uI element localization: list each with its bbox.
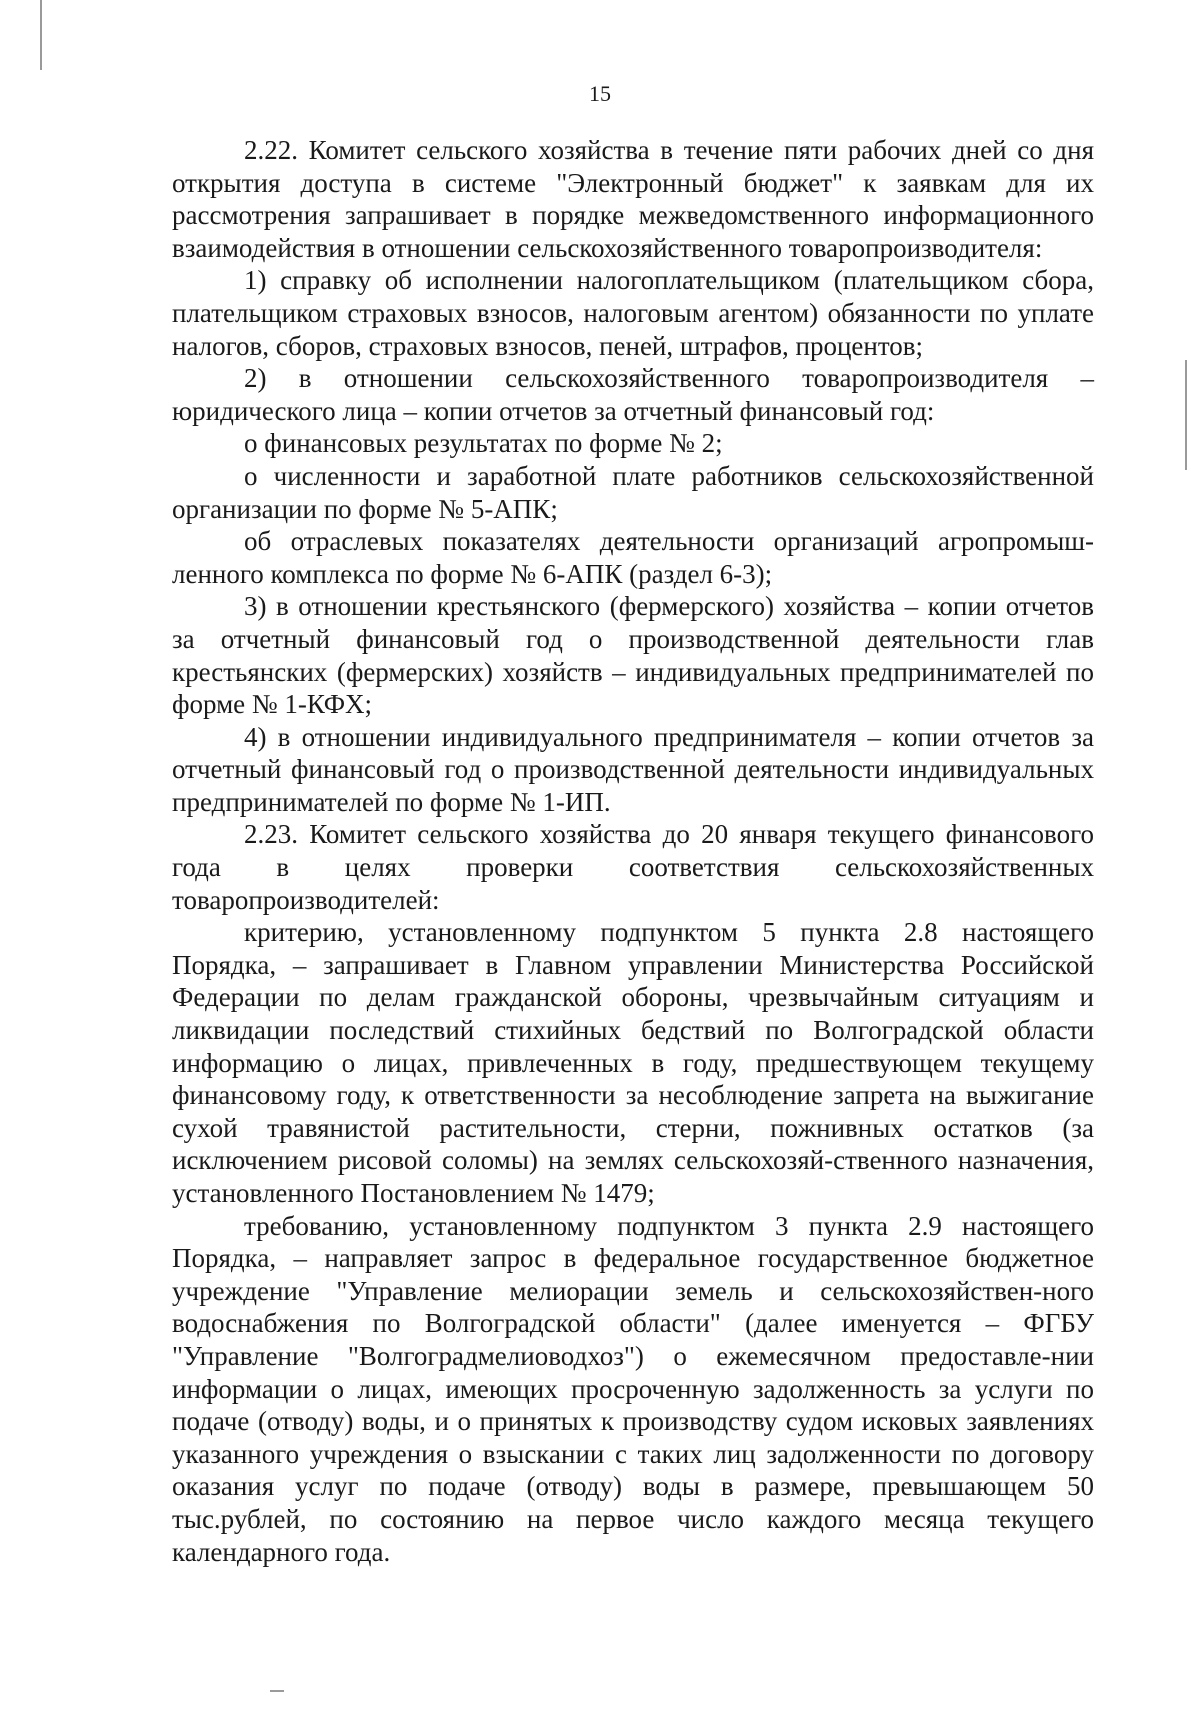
sub-item-form-5-apk: о численности и заработной плате работников сельскохозяйственной организации по форме № 5-АПК; — [172, 460, 1094, 524]
scan-edge-mark — [40, 0, 42, 70]
document-body — [172, 134, 1094, 1568]
scan-edge-mark — [270, 1690, 284, 1692]
list-item-2: 2) в отношении сельскохозяйственного товаропроизводителя – юридического лица – копии отчетов за отчетный финансовый год: — [172, 363, 1094, 426]
sub-item-form-6-apk: об отраслевых показателях деятельности организаций агропромыш-ленного комплекса по форме № 6-АПК (раздел 6-3); — [172, 526, 1094, 589]
paragraph-requirement: требованию, установленному подпунктом 3 пункта 2.9 настоящего Порядка, – направляет запрос в федеральное государственное бюджетное учреждение "Управление мелиорации земель и сельскохозяйствен-ного водоснабжения по Волгоградской области" (далее именуется – ФГБУ "Управление "Волгоградмелиоводхоз") о ежемесячном предоставле-нии информации о лицах, имеющих просроченную задолженность за услуги по подаче (отводу) воды, и о принятых к производству судом исковых заявлениях указанного учреждения о взыскании с таких лиц задолженности по договору оказания услуг по подаче (отводу) воды в размере, превышающем 50 тыс.рублей, по состоянию на первое число каждого месяца текущего календарного года. — [172, 1210, 1094, 1567]
list-item-4: 4) в отношении индивидуального предпринимателя – копии отчетов за отчетный финансовый год о производственной деятельности индивидуальных предпринимателей по форме № 1-ИП. — [172, 721, 1094, 817]
list-item-3: 3) в отношении крестьянского (фермерского) хозяйства – копии отчетов за отчетный финансовый год о производственной деятельности глав крестьянских (фермерских) хозяйств – индивидуальных предпринимателей по форме № 1-КФХ; — [172, 591, 1094, 720]
paragraph-criterion: критерию, установленному подпунктом 5 пункта 2.8 настоящего Порядка, – запрашивает в Главном управлении Министерства Российской Федерации по делам гражданской обороны, чрезвычайным ситуациям и ликвидации последствий стихийных бедствий по Волгоградской области информацию о лицах, привлеченных в году, предшествующем текущему финансовому году, к ответственности за несоблюдение запрета на выжигание сухой травянистой растительности, стерни, пожнивных остатков (за исключением рисовой соломы) на землях сельскохозяй-ственного назначения, установленного Постановлением № 1479; — [172, 917, 1094, 1208]
paragraph-2-23: 2.23. Комитет сельского хозяйства до 20 января текущего финансового года в целях проверки соответствия сельскохозяйственных товаропроизводителей: — [172, 819, 1094, 915]
scan-edge-mark — [1185, 360, 1187, 470]
list-item-1: 1) справку об исполнении налогоплательщиком (плательщиком сбора, плательщиком страховых взносов, налоговым агентом) обязанности по уплате налогов, сборов, страховых взносов, пеней, штрафов, процентов; — [172, 265, 1094, 361]
paragraph-2-22: 2.22. Комитет сельского хозяйства в течение пяти рабочих дней со дня открытия доступа в системе "Электронный бюджет" к заявкам для их рассмотрения запрашивает в порядке межведомственного информационного взаимодействия в отношении сельскохозяйственного товаропроизводителя: — [172, 135, 1094, 263]
page-number: 15 — [589, 81, 611, 106]
sub-item-form-2: о финансовых результатах по форме № 2; — [244, 428, 723, 459]
